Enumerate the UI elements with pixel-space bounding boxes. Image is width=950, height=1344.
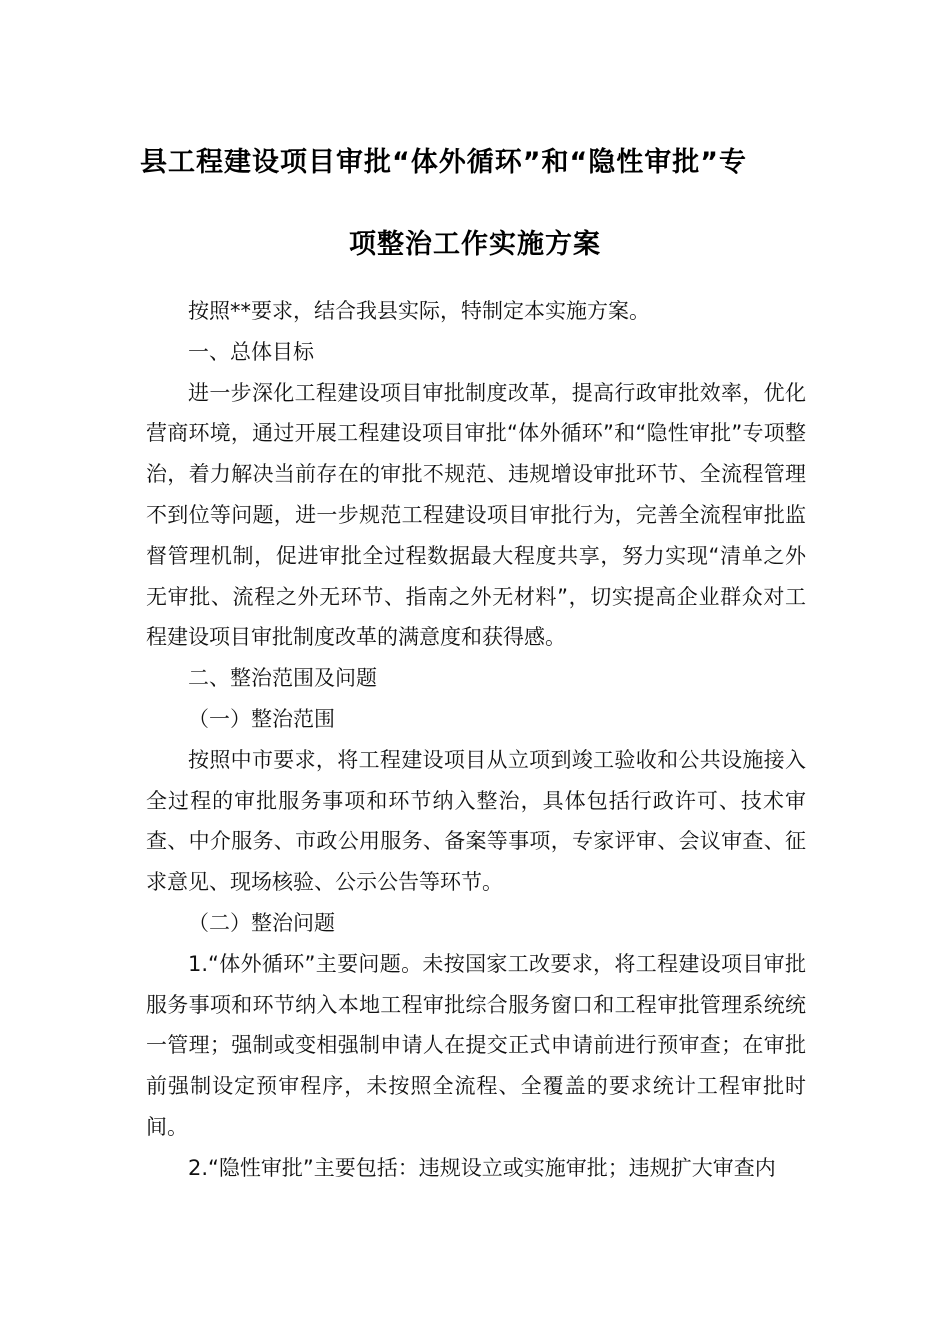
overall-goal-paragraph: 进一步深化工程建设项目审批制度改革，提高行政审批效率，优化营商环境，通过开展工程建设项目审批“体外循环”和“隐性审批”专项整治，着力解决当前存在的审批不规范、违规增设审批环节、全流程管理不到位等问题，进一步规范工程建设项目审批行为，完善全流程审批监督管理机制，促进审批全过程数据最大程度共享，努力实现“清单之外无审批、流程之外无环节、指南之外无材料”，切实提高企业群众对工程建设项目审批制度改革的满意度和获得感。 <box>146 380 806 650</box>
document-body <box>146 291 806 1189</box>
document-title-line-1: 县工程建设项目审批“体外循环”和“隐性审批”专 <box>140 147 747 178</box>
scope-paragraph: 按照中市要求，将工程建设项目从立项到竣工验收和公共设施接入全过程的审批服务事项和环节纳入整治，具体包括行政许可、技术审查、中介服务、市政公用服务、备案等事项，专家评审、会议审查、征求意见、现场核验、公示公告等环节。 <box>146 747 806 895</box>
intro-paragraph: 按照**要求，结合我县实际，特制定本实施方案。 <box>188 299 650 323</box>
document-title-line-2: 项整治工作实施方案 <box>349 229 601 260</box>
section-heading-overall-goal: 一、总体目标 <box>188 339 314 364</box>
issue-item-1: 1.“体外循环”主要问题。未按国家工改要求，将工程建设项目审批服务事项和环节纳入本地工程审批综合服务窗口和工程审批管理系统统一管理；强制或变相强制申请人在提交正式申请前进行预审查；在审批前强制设定预审程序，未按照全流程、全覆盖的要求统计工程审批时间。 <box>146 951 806 1139</box>
issue-item-2: 2.“隐性审批”主要包括：违规设立或实施审批；违规扩大审查内 <box>188 1155 776 1180</box>
section-heading-scope-and-issues: 二、整治范围及问题 <box>188 666 377 691</box>
subsection-heading-issues: （二）整治问题 <box>188 910 335 935</box>
subsection-heading-scope: （一）整治范围 <box>188 706 335 731</box>
